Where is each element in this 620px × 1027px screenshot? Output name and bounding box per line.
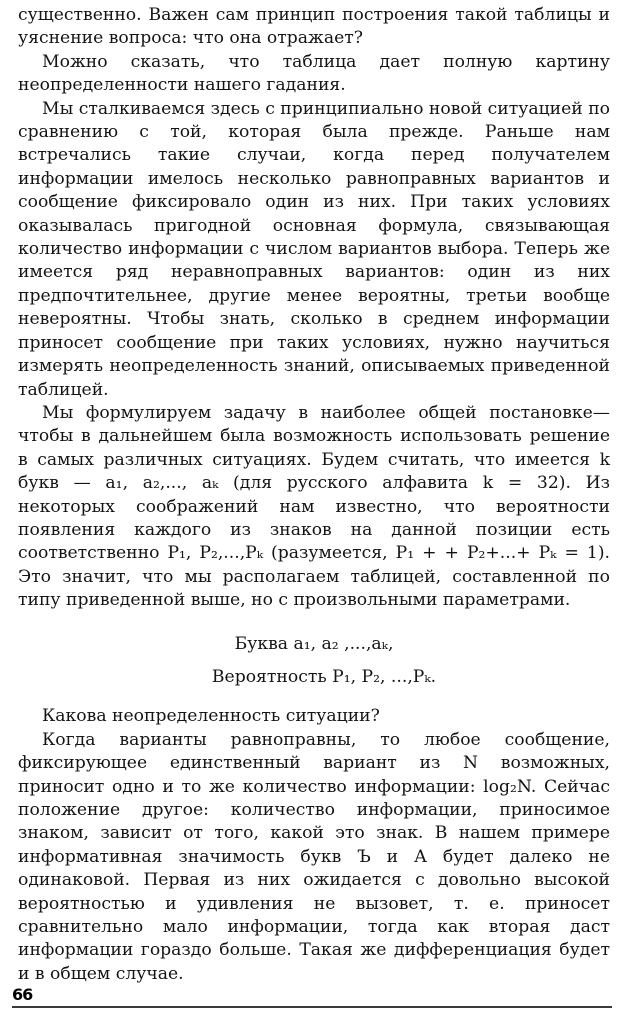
footer-rule (12, 1006, 612, 1008)
paragraph-equal-variants: Когда варианты равноправны, то любое сообщение, фиксирующее единственный вариант из N возможных, приносит одно и то же количество информации: log₂N. Сейчас положение другое: количество информации, приносимое знаком, зависит от того, какой это знак. В нашем примере информативная значимость букв Ъ и А будет далеко не одинаковой. Первая из них ожидается с довольно высокой вероятностью и удивления не вызовет, т. е. приносет сравнительно мало информации, тогда как вторая даст информации гораздо больше. Такая же дифференциация будет и в общем случае. (18, 729, 610, 984)
formula-probabilities: Вероятность P₁, P₂, ...,Pₖ. (211, 666, 437, 687)
paragraph-continued: существенно. Важен сам принцип построения такой таблицы и уяснение вопроса: что она отражает? (18, 5, 610, 49)
paragraph-problem-statement: Мы формулируем задачу в наиболее общей постановке— чтобы в дальнейшем была возможность использовать решение в самых различных ситуациях. Будем считать, что имеется k букв — a₁, a₂,..., aₖ (для русского алфавита k = 32). Из некоторых соображений нам известно, что вероятности появления каждого из знаков на данной позиции есть соответственно P₁, P₂,...,Pₖ (разумеется, P₁ + + P₂+...+ Pₖ = 1). Это значит, что мы располагаем таблицей, составленной по типу приведенной выше, но с произвольными параметрами. (18, 402, 610, 611)
paragraph-new-situation: Мы сталкиваемся здесь с принципиально новой ситуацией по сравнению с той, которая была прежде. Раньше нам встречались такие случаи, когда перед получателем информации имелось несколько равноправных вариантов и сообщение фиксировало один из них. При таких условиях оказывалась пригодной основная формула, связывающая количество информации с числом вариантов выбора. Теперь же имеется ряд неравноправных вариантов: один из них предпочтительнее, другие менее вероятны, третьи вообще невероятны. Чтобы знать, сколько в среднем информации приносет сообщение при таких условиях, нужно научиться измерять неопределенность знаний, описываемых приведенной таблицей. (18, 98, 610, 400)
page-number: 66 (12, 985, 33, 1004)
formula-letters: Буква a₁, a₂ ,...,aₖ, (234, 633, 394, 654)
paragraph-question: Какова неопределенность ситуации? (42, 706, 380, 727)
paragraph-table-uncertainty: Можно сказать, что таблица дает полную картину неопределенности нашего гадания. (18, 51, 610, 96)
